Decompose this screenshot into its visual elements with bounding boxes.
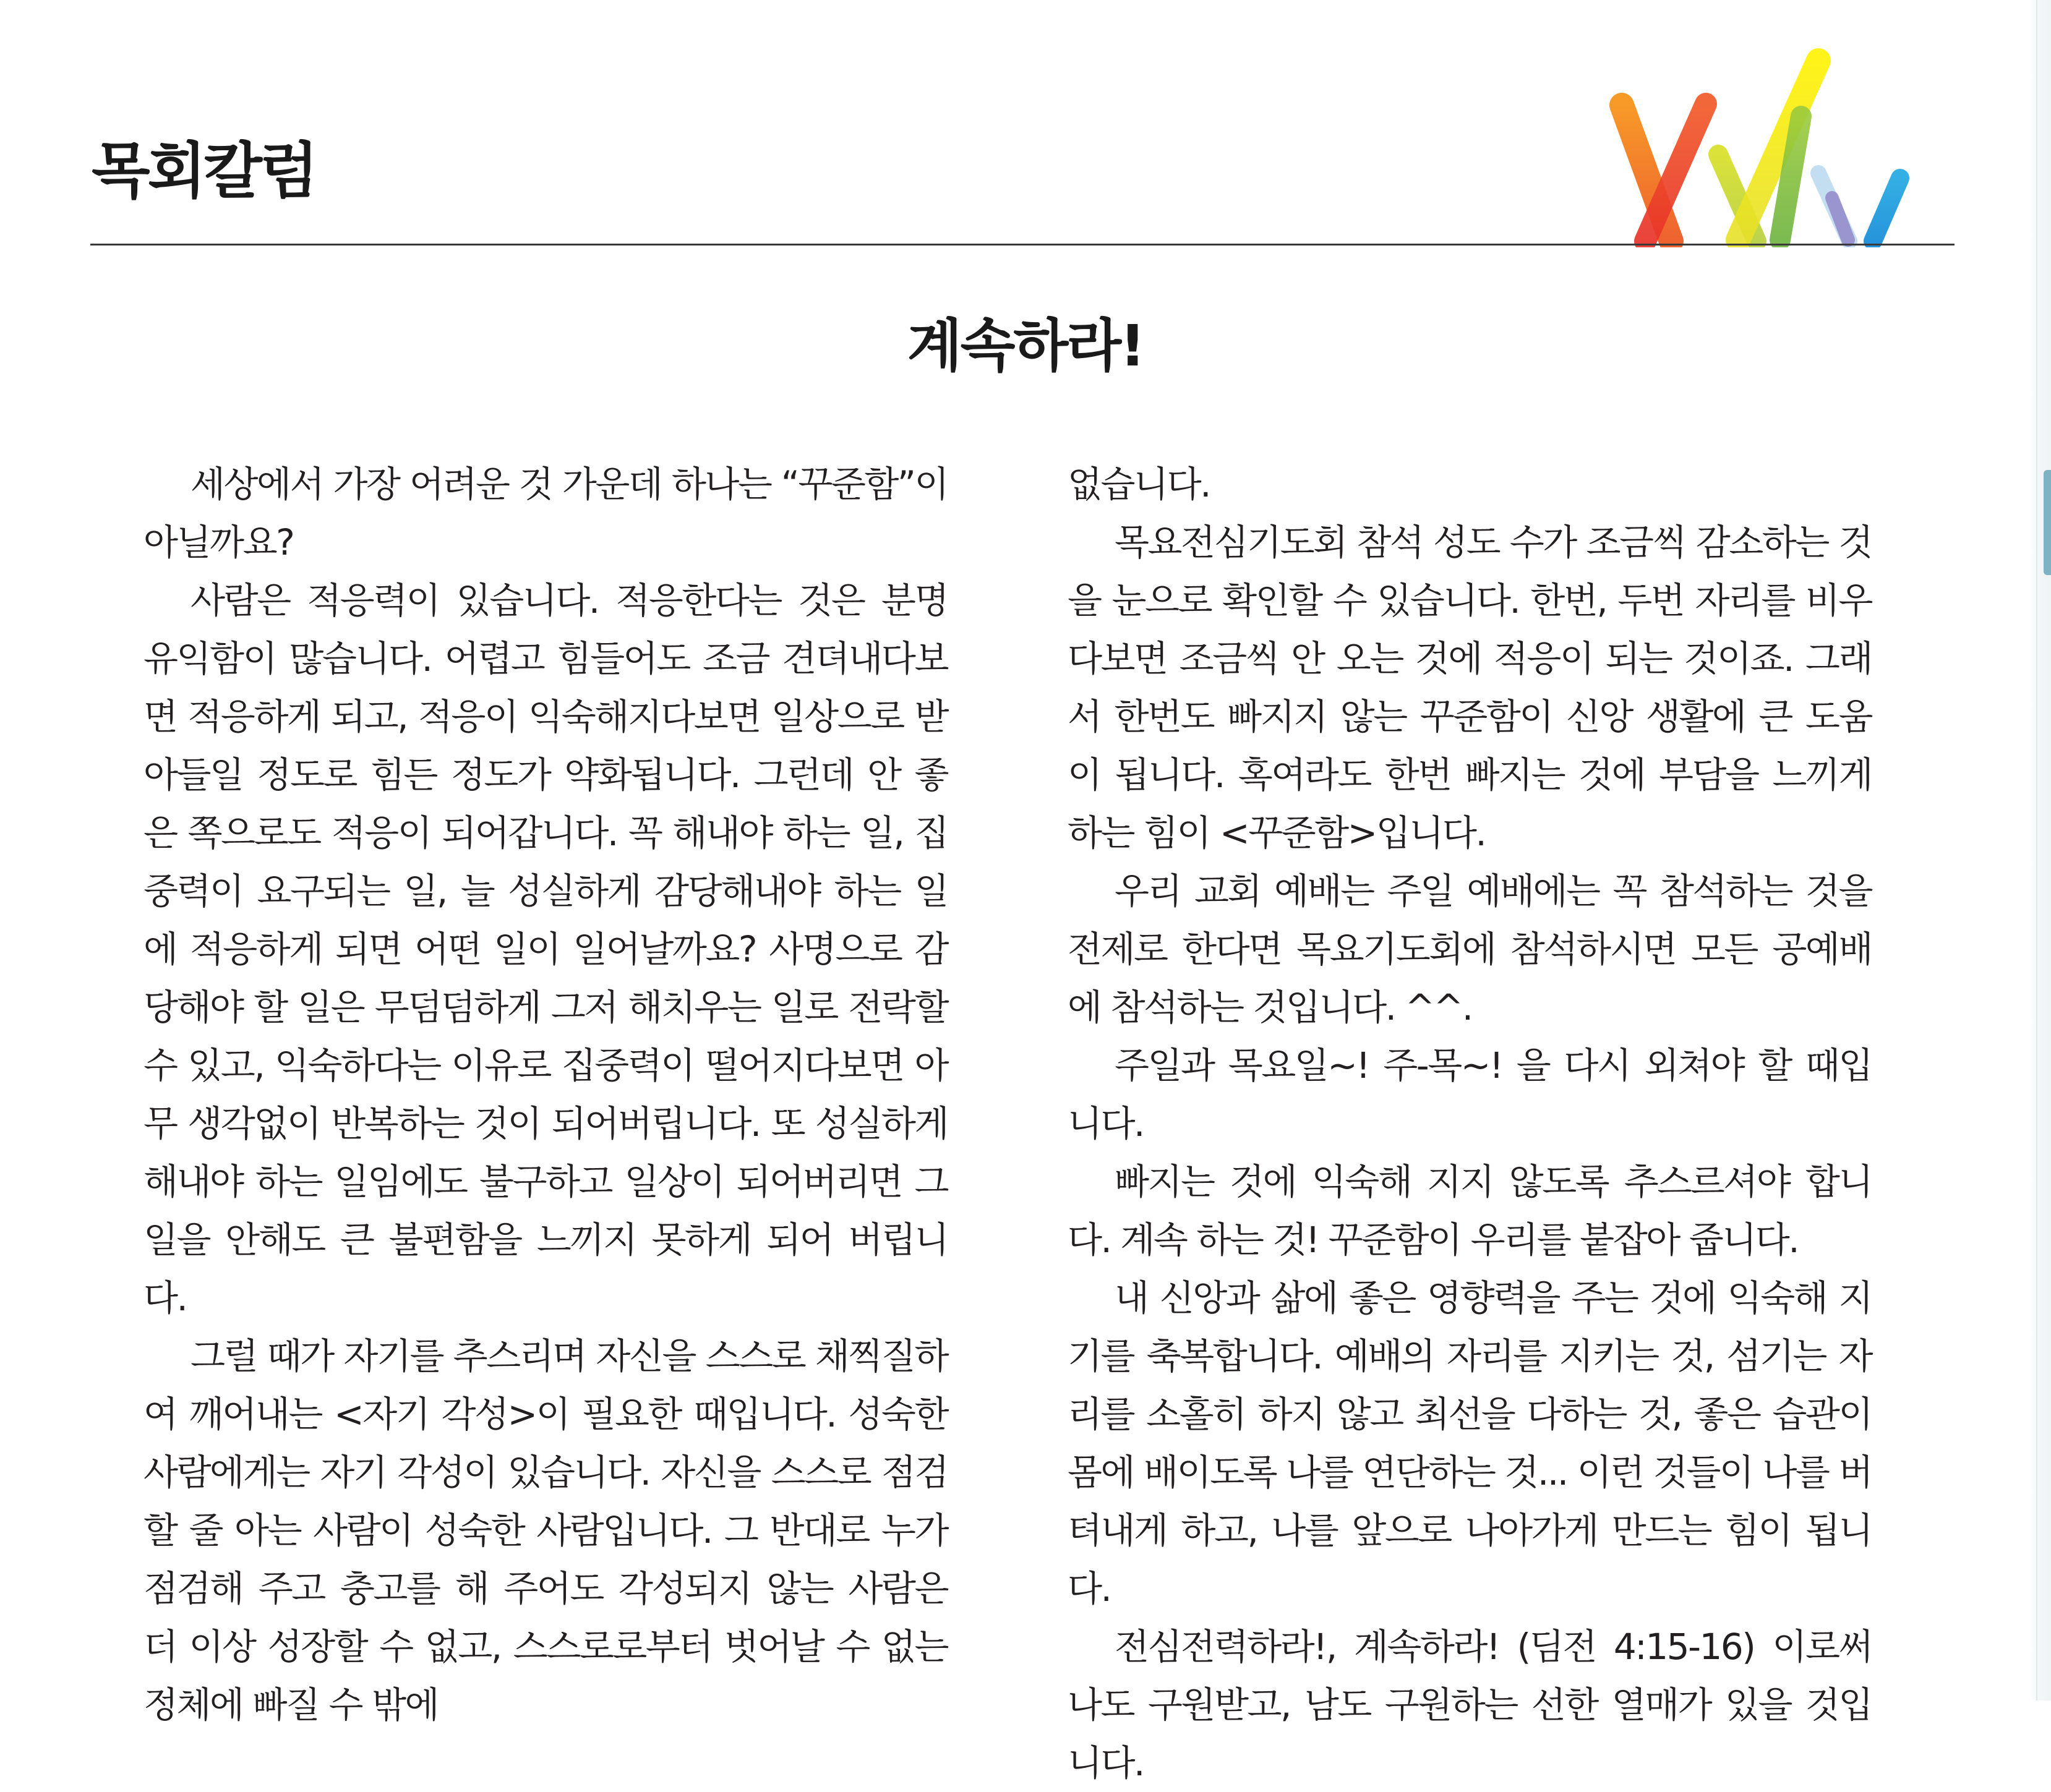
page-edge-strip xyxy=(2030,0,2051,1700)
article-paragraph: 사람은 적응력이 있습니다. 적응한다는 것은 분명 유익함이 많습니다. 어렵고 힘들어도 조금 견뎌내다보면 적응하게 되고, 적응이 익숙해지다보면 일상으로 받아들일 정도로 힘든 정도가 약화됩니다. 그런데 안 좋은 쪽으로도 적응이 되어갑니다. 꼭 해내야 하는 일, 집중력이 요구되는 일, 늘 성실하게 감당해내야 하는 일에 적응하게 되면 어떤 일이 일어날까요? 사명으로 감당해야 할 일은 무덤덤하게 그저 해치우는 일로 전락할 수 있고, 익숙하다는 이유로 집중력이 떨어지다보면 아무 생각없이 반복하는 것이 되어버립니다. 또 성실하게 해내야 하는 일임에도 불구하고 일상이 되어버리면 그 일을 안해도 큰 불편함을 느끼지 못하게 되어 버립니다. xyxy=(143,579,948,1319)
article-paragraph: 그럴 때가 자기를 추스리며 자신을 스스로 채찍질하여 깨어내는 <자기 각성>이 필요한 때입니다. 성숙한 사람에게는 자기 각성이 있습니다. 자신을 스스로 점검할 줄 아는 사람이 성숙한 사람입니다. 그 반대로 누가 점검해 주고 충고를 해 주어도 각성되지 않는 사람은 더 이상 성장할 수 없고, 스스로로부터 벗어날 수 없는 정체에 빠질 수 밖에 xyxy=(143,1335,948,1726)
article-right-column xyxy=(1068,455,1872,1792)
colorful-stripes-logo-icon xyxy=(1602,43,1924,247)
article-paragraph: 주일과 목요일~! 주-목~! 을 다시 외쳐야 할 때입니다. xyxy=(1068,1044,1872,1145)
article-paragraph: 내 신앙과 삶에 좋은 영향력을 주는 것에 익숙해 지기를 축복합니다. 예배의 자리를 지키는 것, 섬기는 자리를 소홀히 하지 않고 최선을 다하는 것, 좋은 습관이 몸에 배이도록 나를 연단하는 것... 이런 것들이 나를 버텨내게 하고, 나를 앞으로 나아가게 만드는 힘이 됩니다. xyxy=(1068,1277,1872,1610)
section-label: 목회칼럼 xyxy=(92,136,316,207)
page-edge-marker xyxy=(2044,470,2051,575)
article-paragraph: 빠지는 것에 익숙해 지지 않도록 추스르셔야 합니다. 계속 하는 것! 꾸준함이 우리를 붙잡아 줍니다. xyxy=(1068,1161,1872,1261)
article-paragraph-continuation: 없습니다. xyxy=(1068,463,1210,505)
article-title: 계속하라! xyxy=(907,313,1144,379)
header-divider xyxy=(90,244,1955,245)
article-left-column xyxy=(143,455,948,1734)
article-paragraph: 전심전력하라!, 계속하라! (딤전 4:15-16) 이로써 나도 구원받고, 남도 구원하는 선한 열매가 있을 것입니다. xyxy=(1068,1626,1872,1784)
article-paragraph: 우리 교회 예배는 주일 예배에는 꼭 참석하는 것을 전제로 한다면 목요기도회에 참석하시면 모든 공예배에 참석하는 것입니다. ^^. xyxy=(1068,870,1872,1028)
article-paragraph: 세상에서 가장 어려운 것 가운데 하나는 “꾸준함”이 아닐까요? xyxy=(143,463,948,563)
article-paragraph: 목요전심기도회 참석 성도 수가 조금씩 감소하는 것을 눈으로 확인할 수 있습니다. 한번, 두번 자리를 비우다보면 조금씩 안 오는 것에 적응이 되는 것이죠. 그래서 한번도 빠지지 않는 꾸준함이 신앙 생활에 큰 도움이 됩니다. 혹여라도 한번 빠지는 것에 부담을 느끼게 하는 힘이 <꾸준함>입니다. xyxy=(1068,521,1872,854)
